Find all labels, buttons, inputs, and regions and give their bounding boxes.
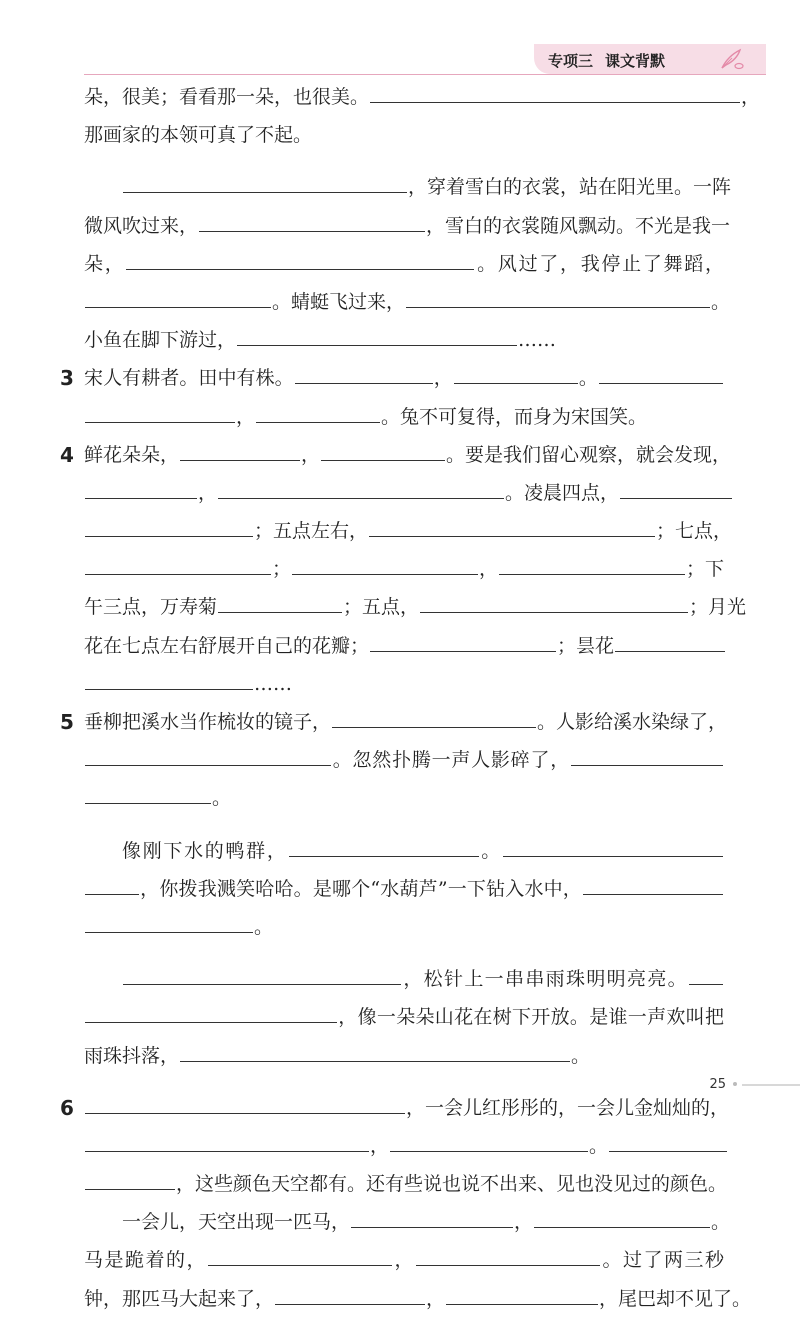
fill-blank[interactable] [390, 1129, 588, 1152]
section-header-tab [534, 44, 766, 74]
text-line: ， 。兔不可复得，而身为宋国笑。 [84, 398, 724, 436]
text-line: …… [84, 665, 724, 703]
question-number: 3 [60, 366, 74, 391]
text-line: ；五点左右， ；七点， [84, 512, 724, 550]
fill-blank[interactable] [609, 1129, 727, 1152]
fill-blank[interactable] [123, 962, 401, 985]
fill-blank[interactable] [420, 590, 688, 613]
section-number: 专项三 [548, 52, 594, 70]
text-line: 那画家的本领可真了不起。 [84, 124, 313, 147]
fill-blank[interactable] [85, 285, 271, 308]
page-number: 25 [709, 1077, 726, 1092]
fill-blank[interactable] [218, 590, 342, 613]
fill-blank[interactable] [85, 1129, 369, 1152]
fill-blank[interactable] [180, 1039, 570, 1062]
fill-blank[interactable] [123, 170, 407, 193]
text-line: ，你拨我溅笑哈哈。是哪个“水葫芦”一下钻入水中， [84, 870, 724, 908]
question-5: 5 垂柳把溪水当作梳妆的镜子， 。人影给溪水染绿了， [84, 703, 724, 741]
fill-blank[interactable] [292, 552, 478, 575]
text-line: 雨珠抖落， 。 [84, 1037, 724, 1075]
footer-dot [733, 1082, 737, 1086]
section-title [548, 50, 665, 71]
fill-blank[interactable] [85, 781, 211, 804]
question-number: 6 [60, 1095, 74, 1120]
text-line: 花在七点左右舒展开自己的花瓣； ；昙花 [84, 627, 724, 665]
text-line: 微风吹过来， ，雪白的衣裳随风飘动。不光是我一 [84, 207, 724, 245]
text-line: 朵， 。风过了，我停止了舞蹈， [84, 245, 724, 283]
fill-blank[interactable] [295, 361, 433, 384]
fill-blank[interactable] [446, 1282, 598, 1305]
text-line: 朵，很美；看看那一朵，也很美。 ， [84, 78, 724, 116]
text-line: 。蜻蜓飞过来， 。 [84, 283, 724, 321]
fill-blank[interactable] [583, 872, 723, 895]
question-3: 3 宋人有耕者。田中有株。 ， 。 [84, 359, 724, 397]
text-line: ， 。 [84, 1127, 724, 1165]
fill-blank[interactable] [615, 629, 725, 652]
question-6: 6 ，一会儿红彤彤的，一会儿金灿灿的， [84, 1089, 724, 1127]
fill-blank[interactable] [237, 323, 517, 346]
fill-blank[interactable] [620, 476, 732, 499]
section-name: 课文背默 [605, 52, 666, 70]
text-line: 马是跪着的， ， 。过了两三秒 [84, 1241, 724, 1279]
fill-blank[interactable] [454, 361, 578, 384]
fill-blank[interactable] [289, 834, 479, 857]
text-line: ，松针上一串串雨珠明明亮亮。 [84, 960, 724, 998]
fill-blank[interactable] [351, 1205, 513, 1228]
question-number: 4 [60, 442, 74, 467]
question-number: 5 [60, 710, 74, 734]
text-line: ，像一朵朵山花在树下开放。是谁一声欢叫把 [84, 998, 724, 1036]
fill-blank[interactable] [85, 743, 331, 766]
fill-blank[interactable] [85, 910, 253, 933]
footer-rule [742, 1084, 800, 1086]
fill-blank[interactable] [332, 705, 536, 728]
text-line: 。忽然扑腾一声人影碎了， [84, 741, 724, 779]
fill-blank[interactable] [599, 361, 723, 384]
fill-blank[interactable] [199, 209, 425, 232]
fill-blank[interactable] [503, 834, 723, 857]
fill-blank[interactable] [85, 400, 235, 423]
text-line: 像刚下水的鸭群， 。 [84, 832, 724, 870]
text-line: 钟，那匹马大起来了， ， ，尾巴却不见了。 [84, 1280, 724, 1318]
fill-blank[interactable] [689, 962, 723, 985]
fill-blank[interactable] [85, 667, 253, 690]
fill-blank[interactable] [180, 438, 300, 461]
fill-blank[interactable] [256, 400, 380, 423]
text-line: 午三点，万寿菊 ；五点， ；月光 [84, 588, 724, 626]
fill-blank[interactable] [321, 438, 445, 461]
text-line: ，穿着雪白的衣裳，站在阳光里。一阵 [84, 168, 724, 206]
fill-blank[interactable] [571, 743, 723, 766]
fill-blank[interactable] [85, 872, 139, 895]
text-line: 。 [84, 908, 724, 946]
fill-blank[interactable] [499, 552, 685, 575]
text-line: 一会儿，天空出现一匹马， ， 。 [84, 1203, 724, 1241]
fill-blank[interactable] [126, 247, 474, 270]
feather-icon [718, 48, 744, 70]
fill-blank[interactable] [406, 285, 710, 308]
text-line: ，这些颜色天空都有。还有些说也说不出来、见也没见过的颜色。 [84, 1165, 724, 1203]
fill-blank[interactable] [208, 1243, 392, 1266]
fill-blank[interactable] [370, 629, 556, 652]
fill-blank[interactable] [275, 1282, 425, 1305]
text-line: 。 [84, 779, 724, 817]
header-rule [84, 74, 766, 75]
fill-blank[interactable] [534, 1205, 710, 1228]
fill-blank[interactable] [369, 514, 655, 537]
fill-blank[interactable] [85, 1091, 405, 1114]
fill-blank[interactable] [85, 476, 197, 499]
text-line: 小鱼在脚下游过， …… [84, 321, 724, 359]
question-4: 4 鲜花朵朵， ， 。要是我们留心观察，就会发现， [84, 436, 724, 474]
fill-blank[interactable] [416, 1243, 600, 1266]
text-line: ； ， ；下 [84, 550, 724, 588]
fill-blank[interactable] [218, 476, 504, 499]
fill-blank[interactable] [85, 1167, 175, 1190]
fill-blank[interactable] [85, 514, 253, 537]
fill-blank[interactable] [370, 80, 740, 103]
fill-blank[interactable] [85, 1000, 337, 1023]
fill-blank[interactable] [85, 552, 271, 575]
text-line: ， 。凌晨四点， [84, 474, 724, 512]
